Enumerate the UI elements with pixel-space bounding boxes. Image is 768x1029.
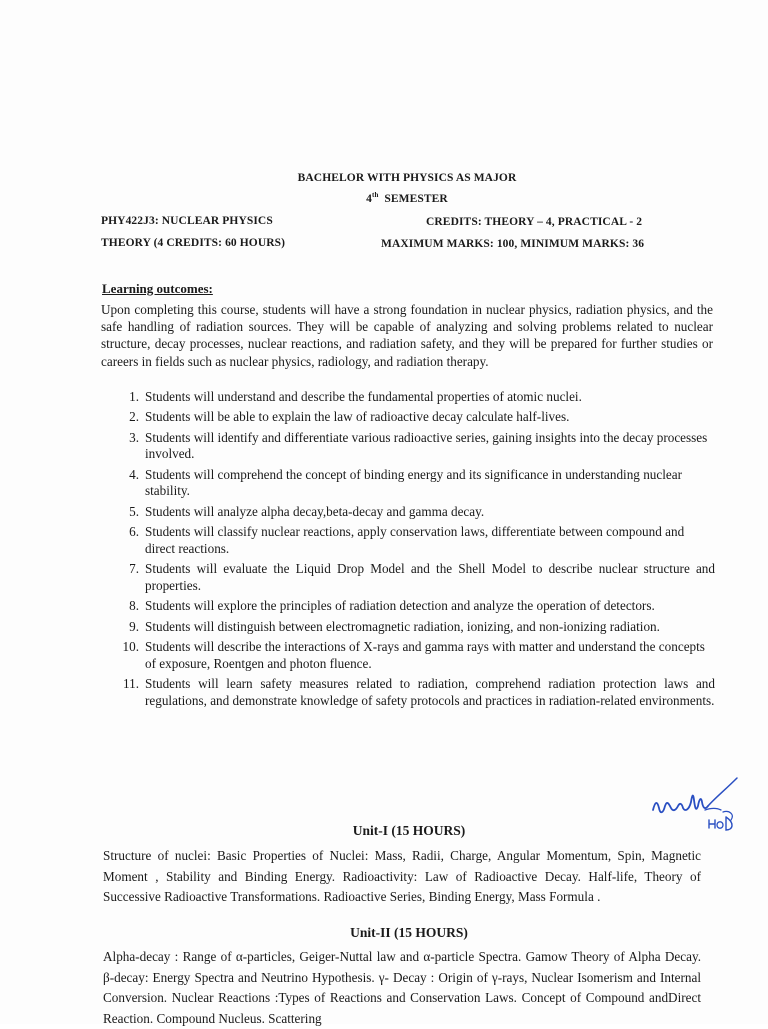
- list-item-number: 7.: [129, 561, 139, 577]
- unit-2-body: Alpha-decay : Range of α-particles, Geiger-Nuttal law and α-particle Spectra. Gamow Theory of Alpha Decay. β-decay: Energy Spectra and Neutrino Hypothesis. γ- Decay : Origin of γ-rays, Nuclear Isomerism and Internal Conversion. Nuclear Reactions :Types of Reactions and Conservation Laws. Concept of Compound andDirect Reaction. Compound Nucleus. Scattering: [103, 949, 701, 1026]
- list-item-number: 4.: [129, 466, 139, 482]
- semester-label: SEMESTER: [384, 193, 448, 205]
- list-item: [100, 676, 715, 710]
- list-item: [100, 598, 715, 615]
- list-item-number: 5.: [129, 503, 139, 519]
- list-item-text: Students will comprehend the concept of binding energy and its significance in understanding nuclear stability.: [145, 466, 683, 499]
- list-item-number: 9.: [129, 618, 139, 634]
- theory-hours: THEORY (4 CREDITS: 60 HOURS): [101, 237, 286, 249]
- list-item-number: 2.: [129, 409, 139, 425]
- semester-ordinal: th: [372, 191, 379, 200]
- list-item-number: 3.: [129, 429, 139, 445]
- list-item: [100, 504, 715, 521]
- program-title-text: BACHELOR WITH PHYSICS AS MAJOR: [297, 172, 517, 184]
- program-title: [0, 172, 768, 184]
- learning-outcomes-heading: Learning outcomes:: [102, 281, 213, 296]
- list-item: [100, 524, 715, 558]
- list-item-text: Students will identify and differentiate various radioactive series, gaining insights into the decay processes involved.: [145, 429, 708, 462]
- list-item-text: Students will understand and describe the fundamental properties of atomic nuclei.: [145, 389, 582, 404]
- list-item: [100, 389, 715, 406]
- outcomes-list: [100, 389, 715, 713]
- list-item: [100, 409, 715, 426]
- list-item-text: Students will describe the interactions of X-rays and gamma rays with matter and understand the concepts of exposure, Roentgen and photon fluence.: [145, 638, 705, 671]
- list-item-number: 6.: [129, 524, 139, 540]
- list-item-text: Students will explore the principles of radiation detection and analyze the operation of detectors.: [145, 598, 655, 614]
- semester-number: 4: [366, 193, 373, 205]
- list-item: [100, 561, 715, 595]
- learning-outcomes-intro: Upon completing this course, students will have a strong foundation in nuclear physics, radiation physics, and the safe handling of radiation sources. They will be capable of analyzing and solving problems related to nuclear structure, decay processes, nuclear reactions, and radiation safety, and they will be prepared for further studies or careers in fields such as nuclear physics, radiology, and radiation therapy.: [101, 302, 713, 369]
- unit-1-body: Structure of nuclei: Basic Properties of Nuclei: Mass, Radii, Charge, Angular Momentum, Spin, Magnetic Moment , Stability and Binding Energy. Radioactivity: Law of Radioactive Decay. Half-life, Theory of Successive Radioactive Transformations. Radioactive Series, Binding Energy, Mass Formula .: [103, 848, 701, 904]
- list-item-number: 10.: [122, 638, 139, 654]
- list-item-text: Students will classify nuclear reactions, apply conservation laws, differentiate between compound and direct reactions.: [145, 524, 685, 556]
- list-item: [100, 639, 715, 673]
- course-code: PHY422J3: NUCLEAR PHYSICS: [101, 215, 273, 227]
- list-item-text: Students will distinguish between electromagnetic radiation, ionizing, and non-ionizing radiation.: [145, 618, 660, 634]
- unit-2-heading: Unit-II (15 HOURS): [350, 925, 468, 940]
- list-item-text: Students will analyze alpha decay,beta-decay and gamma decay.: [145, 503, 485, 519]
- marks-line: MAXIMUM MARKS: 100, MINIMUM MARKS: 36: [381, 238, 645, 250]
- list-item-number: 11.: [123, 675, 139, 691]
- list-item-text: Students will learn safety measures related to radiation, comprehend radiation protection laws and regulations, and demonstrate knowledge of safety protocols and practices in radiation-related environments.: [145, 675, 715, 708]
- unit-1-heading: Unit-I (15 HOURS): [352, 823, 466, 838]
- list-item-text: Students will be able to explain the law of radioactive decay calculate half-lives.: [145, 409, 570, 425]
- list-item: [100, 619, 715, 636]
- credits-line: CREDITS: THEORY – 4, PRACTICAL - 2: [426, 216, 643, 228]
- semester-line: [0, 193, 768, 205]
- list-item: [100, 430, 715, 464]
- list-item-text: Students will evaluate the Liquid Drop Model and the Shell Model to describe nuclear structure and properties.: [145, 561, 715, 593]
- list-item: [100, 467, 715, 501]
- list-item-number: 8.: [129, 598, 139, 614]
- list-item-number: 1.: [129, 389, 139, 404]
